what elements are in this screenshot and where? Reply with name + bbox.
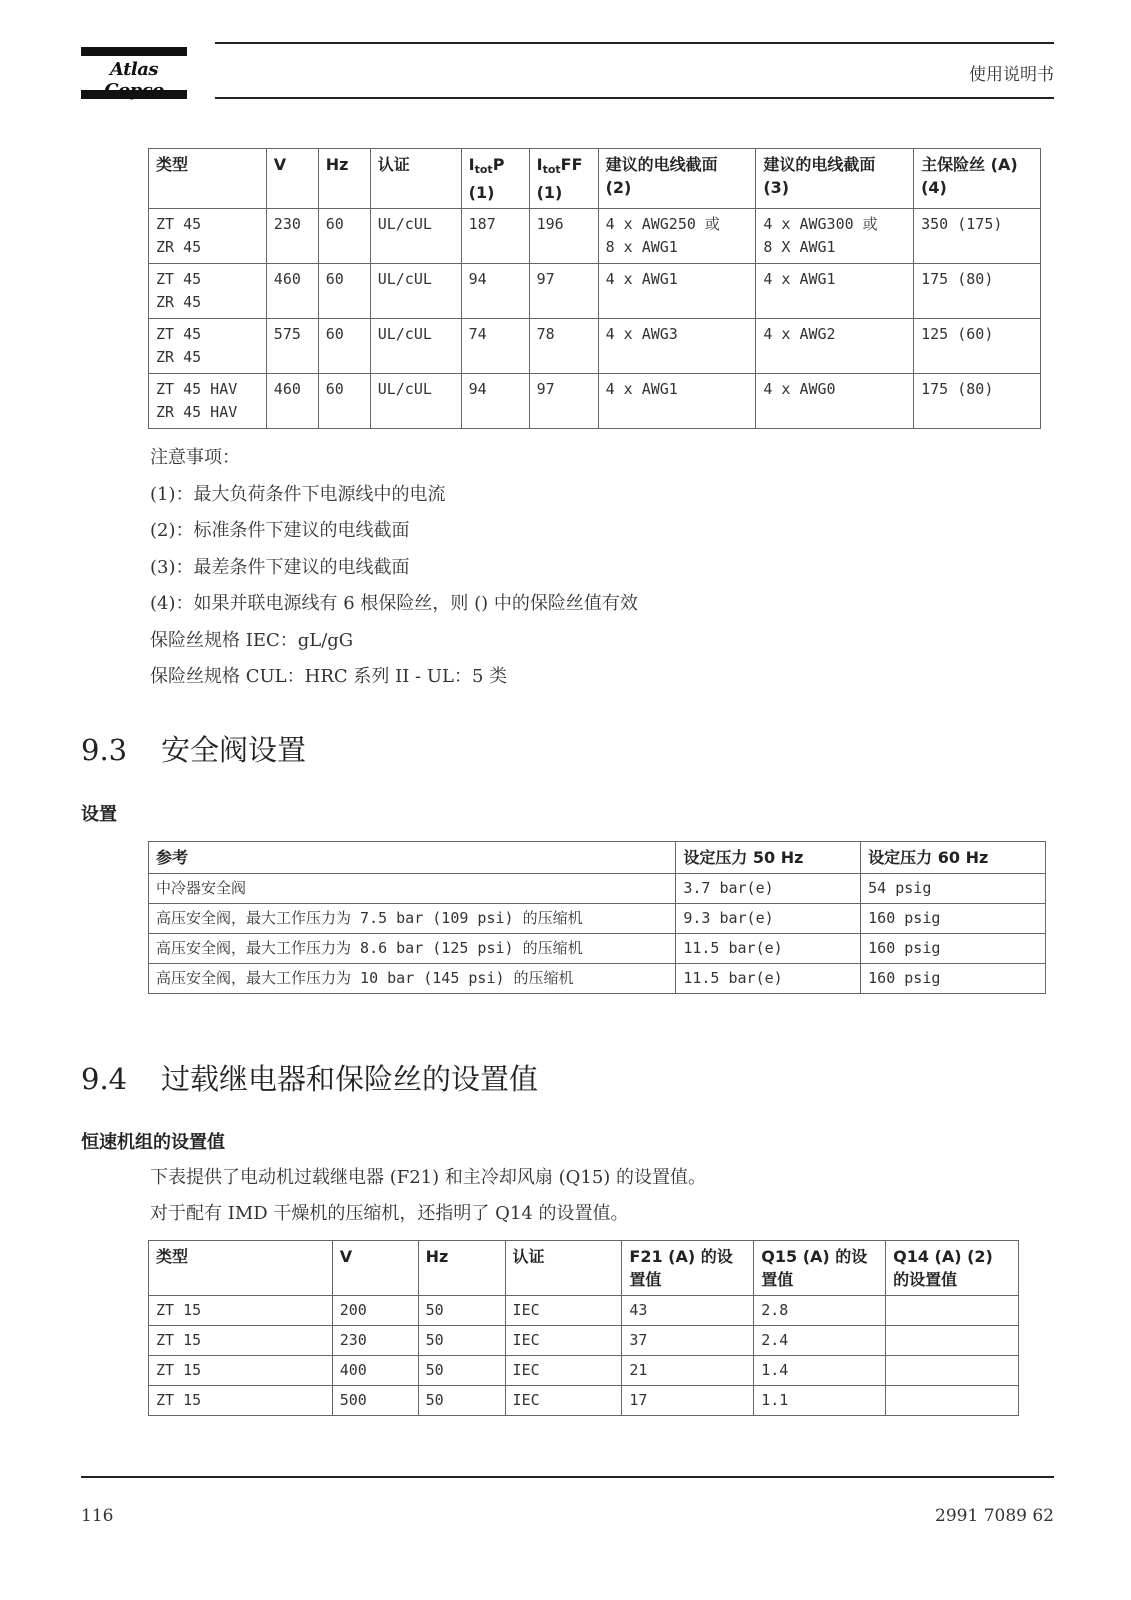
table-cell: 60 (318, 209, 370, 264)
table-cell: 50 (418, 1326, 505, 1356)
table-cell: 高压安全阀，最大工作压力为 7.5 bar (109 psi) 的压缩机 (149, 904, 676, 934)
safety-valve-table (148, 841, 1046, 994)
header-text: 认证 (377, 155, 410, 174)
table-cell: 4 x AWG300 或 8 X AWG1 (756, 209, 914, 264)
table-row (149, 1326, 1019, 1356)
table-header-row (149, 842, 1046, 874)
header-text: P (492, 155, 505, 174)
table-row (149, 964, 1046, 994)
table-cell: UL/cUL (370, 319, 461, 374)
table-cell: 97 (529, 374, 598, 429)
notes-title: 注意事项： (150, 447, 240, 468)
table-cell: 4 x AWG1 (756, 264, 914, 319)
table-cell: 11.5 bar(e) (676, 964, 861, 994)
table-cell: 4 x AWG2 (756, 319, 914, 374)
header-text: 主保险丝 (A) (921, 155, 1018, 174)
section-title: 安全阀设置 (161, 733, 307, 767)
column-header (529, 149, 598, 209)
footer-rule (81, 1476, 1054, 1478)
table-cell: 160 psig (861, 904, 1046, 934)
table-cell: 160 psig (861, 934, 1046, 964)
table-cell: 4 x AWG250 或 8 x AWG1 (598, 209, 756, 264)
paragraph: 下表提供了电动机过载继电器 (F21) 和主冷却风扇 (Q15) 的设置值。 (150, 1167, 707, 1188)
atlas-copco-logo (81, 47, 187, 99)
column-header: 设定压力 50 Hz (676, 842, 861, 874)
table-cell: 1.4 (754, 1356, 886, 1386)
table-cell: 196 (529, 209, 598, 264)
table-row (149, 1356, 1019, 1386)
page-number: 116 (81, 1506, 114, 1526)
table-cell: 160 psig (861, 964, 1046, 994)
table-cell: ZT 15 (149, 1296, 333, 1326)
header-note: (2) (605, 178, 632, 197)
table-cell: 3.7 bar(e) (676, 874, 861, 904)
column-header (149, 149, 267, 209)
column-header: Q14 (A) (2) 的设置值 (886, 1241, 1019, 1296)
table-cell: 高压安全阀，最大工作压力为 10 bar (145 psi) 的压缩机 (149, 964, 676, 994)
table-cell: 50 (418, 1356, 505, 1386)
section-heading-9-4 (81, 1057, 538, 1098)
column-header: 参考 (149, 842, 676, 874)
header-text: 建议的电线截面 (605, 155, 718, 174)
column-header (598, 149, 756, 209)
header-note: (1) (468, 183, 495, 202)
table-cell: 4 x AWG1 (598, 264, 756, 319)
header-text: Hz (325, 155, 349, 174)
table-cell: UL/cUL (370, 209, 461, 264)
table-cell: 97 (529, 264, 598, 319)
table-cell: 37 (622, 1326, 754, 1356)
table-cell: 2.8 (754, 1296, 886, 1326)
subheading-settings: 设置 (81, 804, 117, 825)
table-cell: 400 (332, 1356, 418, 1386)
header-rule-bottom (215, 97, 1054, 99)
document-number: 2991 7089 62 (935, 1506, 1054, 1526)
column-header (461, 149, 529, 209)
table-cell: ZT 15 (149, 1356, 333, 1386)
table-cell: UL/cUL (370, 264, 461, 319)
table-cell: 2.4 (754, 1326, 886, 1356)
table-cell (886, 1296, 1019, 1326)
column-header (370, 149, 461, 209)
table-cell: 4 x AWG0 (756, 374, 914, 429)
column-header: F21 (A) 的设置值 (622, 1241, 754, 1296)
table-cell: 50 (418, 1386, 505, 1416)
table-row (149, 934, 1046, 964)
paragraph: 对于配有 IMD 干燥机的压缩机，还指明了 Q14 的设置值。 (150, 1203, 629, 1224)
table-cell: ZT 15 (149, 1326, 333, 1356)
table-cell: ZT 45 ZR 45 (149, 209, 267, 264)
note-line: (3)：最差条件下建议的电线截面 (150, 556, 410, 578)
table-cell: 1.1 (754, 1386, 886, 1416)
table-cell: 94 (461, 374, 529, 429)
header-text: 建议的电线截面 (763, 155, 876, 174)
table-cell: UL/cUL (370, 374, 461, 429)
table-cell: 175 (80) (914, 264, 1041, 319)
table-cell: 60 (318, 319, 370, 374)
logo-text: Atlas (109, 59, 159, 80)
table-cell: 21 (622, 1356, 754, 1386)
table-cell: IEC (505, 1296, 622, 1326)
table-row (149, 874, 1046, 904)
header-rule-top (215, 42, 1054, 44)
table-cell: 500 (332, 1386, 418, 1416)
header-subscript: tot (542, 163, 561, 176)
table-cell: ZT 15 (149, 1386, 333, 1416)
table-row (149, 904, 1046, 934)
header-note: (3) (763, 178, 790, 197)
table-cell: ZT 45 ZR 45 (149, 319, 267, 374)
note-line: (4)：如果并联电源线有 6 根保险丝，则 () 中的保险丝值有效 (150, 593, 638, 614)
column-header: 设定压力 60 Hz (861, 842, 1046, 874)
section-number: 9.4 (81, 1062, 128, 1096)
table-cell: 74 (461, 319, 529, 374)
note-line: 保险丝规格 CUL：HRC 系列 II - UL：5 类 (150, 666, 508, 687)
table-cell: 高压安全阀，最大工作压力为 8.6 bar (125 psi) 的压缩机 (149, 934, 676, 964)
header-text: V (273, 155, 287, 174)
table-cell (886, 1356, 1019, 1386)
header-text: 类型 (156, 155, 189, 174)
table-row (149, 209, 1041, 264)
note-line: (2)：标准条件下建议的电线截面 (150, 520, 410, 541)
column-header (318, 149, 370, 209)
table-row (149, 374, 1041, 429)
table-row (149, 319, 1041, 374)
electrical-data-table (148, 148, 1041, 429)
column-header (756, 149, 914, 209)
table-cell (886, 1326, 1019, 1356)
table-cell: IEC (505, 1356, 622, 1386)
table-cell: 中冷器安全阀 (149, 874, 676, 904)
column-header (914, 149, 1041, 209)
document-title: 使用说明书 (969, 65, 1054, 85)
table-cell: 17 (622, 1386, 754, 1416)
table-row (149, 1296, 1019, 1326)
header-text: I (468, 155, 475, 174)
table-row (149, 264, 1041, 319)
table-cell: 575 (266, 319, 318, 374)
header-subscript: tot (474, 163, 493, 176)
table-cell: IEC (505, 1326, 622, 1356)
table-cell: ZT 45 ZR 45 (149, 264, 267, 319)
section-title: 过载继电器和保险丝的设置值 (161, 1062, 539, 1096)
table-cell: 187 (461, 209, 529, 264)
table-cell: 460 (266, 374, 318, 429)
column-header: Q15 (A) 的设置值 (754, 1241, 886, 1296)
table-cell: 60 (318, 264, 370, 319)
column-header: V (332, 1241, 418, 1296)
table-cell: 200 (332, 1296, 418, 1326)
table-header-row (149, 149, 1041, 209)
header-note: (1) (536, 183, 563, 202)
table-cell: 94 (461, 264, 529, 319)
note-line: 保险丝规格 IEC：gL/gG (150, 629, 354, 651)
table-cell: 9.3 bar(e) (676, 904, 861, 934)
subheading-fixed-speed: 恒速机组的设置值 (81, 1132, 225, 1153)
header-note: (4) (921, 178, 947, 197)
column-header (266, 149, 318, 209)
table-cell: 460 (266, 264, 318, 319)
table-cell: 78 (529, 319, 598, 374)
table-header-row (149, 1241, 1019, 1296)
table-cell: 50 (418, 1296, 505, 1326)
column-header: 认证 (505, 1241, 622, 1296)
table-cell: 4 x AWG1 (598, 374, 756, 429)
table-cell: 230 (266, 209, 318, 264)
table-cell: 43 (622, 1296, 754, 1326)
note-line: (1)：最大负荷条件下电源线中的电流 (150, 483, 446, 505)
notes-block (150, 447, 638, 703)
header-text: I (536, 155, 543, 174)
table-cell: 4 x AWG3 (598, 319, 756, 374)
column-header: Hz (418, 1241, 505, 1296)
table-cell: 125 (60) (914, 319, 1041, 374)
header-text: FF (560, 155, 583, 174)
table-cell: 230 (332, 1326, 418, 1356)
table-cell: 11.5 bar(e) (676, 934, 861, 964)
table-cell: IEC (505, 1386, 622, 1416)
overload-relay-table (148, 1240, 1019, 1416)
section-heading-9-3 (81, 728, 306, 769)
table-cell: 54 psig (861, 874, 1046, 904)
table-cell (886, 1386, 1019, 1416)
table-cell: ZT 45 HAV ZR 45 HAV (149, 374, 267, 429)
column-header: 类型 (149, 1241, 333, 1296)
table-cell: 60 (318, 374, 370, 429)
table-cell: 350 (175) (914, 209, 1041, 264)
table-cell: 175 (80) (914, 374, 1041, 429)
table-row (149, 1386, 1019, 1416)
section-number: 9.3 (81, 733, 128, 767)
